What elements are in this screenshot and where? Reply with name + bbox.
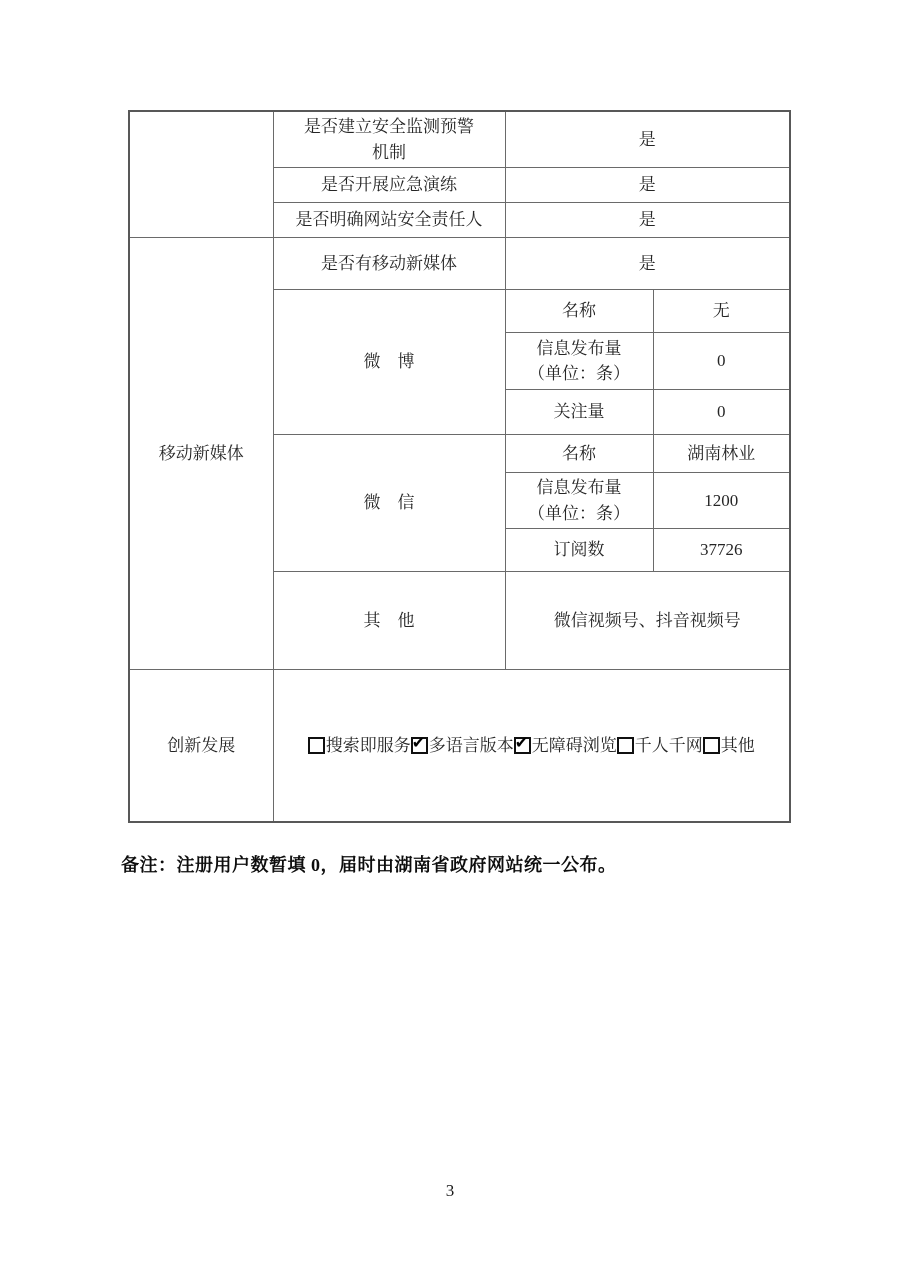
security-officer-label: 是否明确网站安全责任人 — [273, 203, 505, 238]
wechat-subscribers-value: 37726 — [653, 529, 790, 572]
label-line: 信息发布量 — [536, 338, 622, 358]
option-label: 其他 — [720, 735, 755, 755]
innovation-option-other — [703, 733, 755, 759]
label-line: （单位：条） — [528, 503, 630, 523]
mobile-media-section-label: 移动新媒体 — [129, 238, 273, 670]
wechat-subscribers-label: 订阅数 — [505, 529, 653, 572]
checkbox-icon — [703, 737, 720, 754]
emergency-drill-value: 是 — [505, 168, 790, 203]
checkbox-checked-icon — [411, 737, 428, 754]
option-label: 千人千网 — [634, 735, 703, 755]
innovation-option-accessibility — [514, 733, 617, 759]
innovation-option-personalized-portal — [617, 733, 703, 759]
innovation-option-search-as-service — [308, 733, 411, 759]
wechat-name-value: 湖南林业 — [653, 435, 790, 473]
has-mobile-media-value: 是 — [505, 238, 790, 290]
weibo-posts-label — [505, 333, 653, 390]
option-label: 无障碍浏览 — [531, 735, 617, 755]
label-line: 机制 — [372, 142, 406, 162]
other-media-label: 其 他 — [273, 572, 505, 670]
table-row — [129, 670, 790, 822]
security-monitoring-label — [273, 111, 505, 168]
innovation-options-cell — [273, 670, 790, 822]
wechat-posts-label — [505, 473, 653, 529]
option-label: 多语言版本 — [428, 735, 514, 755]
table-row — [129, 238, 790, 290]
weibo-followers-label: 关注量 — [505, 390, 653, 435]
checkbox-checked-icon — [514, 737, 531, 754]
option-label: 搜索即服务 — [325, 735, 411, 755]
innovation-options-line — [278, 733, 786, 759]
weibo-followers-value: 0 — [653, 390, 790, 435]
wechat-name-label: 名称 — [505, 435, 653, 473]
label-line: 是否建立安全监测预警 — [304, 117, 474, 136]
table-row — [129, 111, 790, 168]
remark-note: 备注：注册用户数暂填 0，届时由湖南省政府网站统一公布。 — [121, 855, 617, 875]
label-line: 信息发布量 — [536, 478, 622, 497]
security-monitoring-value: 是 — [505, 111, 790, 168]
innovation-option-multilingual — [411, 733, 514, 759]
innovation-section-label: 创新发展 — [129, 670, 273, 822]
section-cell-continued — [129, 111, 273, 238]
weibo-group-label: 微 博 — [273, 290, 505, 435]
weibo-name-label: 名称 — [505, 290, 653, 333]
security-officer-value: 是 — [505, 203, 790, 238]
emergency-drill-label: 是否开展应急演练 — [273, 168, 505, 203]
annual-report-table — [128, 110, 791, 823]
weibo-posts-value: 0 — [653, 333, 790, 390]
wechat-posts-value: 1200 — [653, 473, 790, 529]
has-mobile-media-label: 是否有移动新媒体 — [273, 238, 505, 290]
page-number: 3 — [445, 1181, 455, 1200]
checkbox-icon — [617, 737, 634, 754]
other-media-value: 微信视频号、抖音视频号 — [505, 572, 790, 670]
weibo-name-value: 无 — [653, 290, 790, 333]
label-line: （单位：条） — [528, 364, 630, 383]
wechat-group-label: 微 信 — [273, 435, 505, 572]
checkbox-icon — [308, 737, 325, 754]
